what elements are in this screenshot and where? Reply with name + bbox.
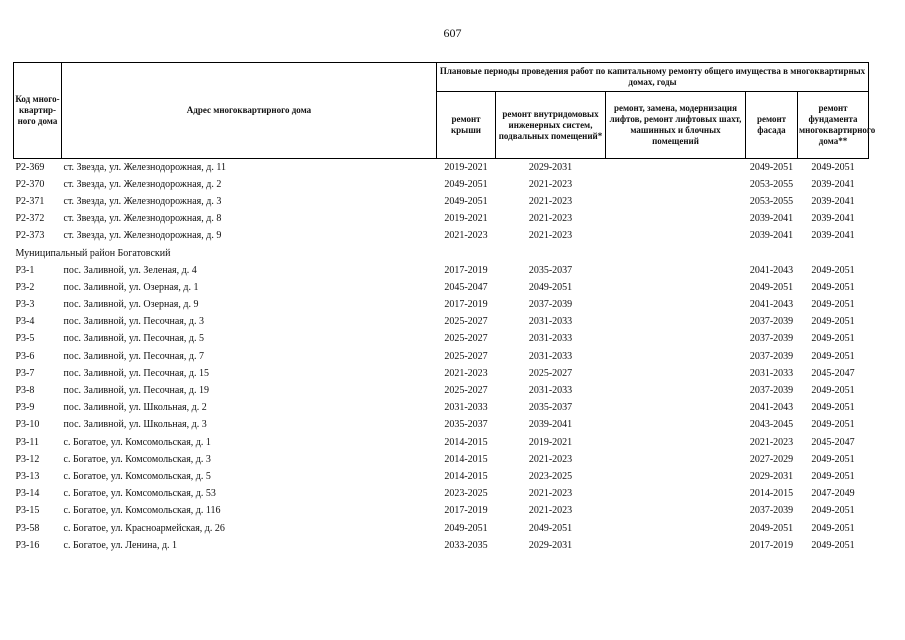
facade-period-cell: 2037-2039 xyxy=(749,385,794,397)
engineering-period-cell: 2049-2051 xyxy=(528,281,573,293)
foundation-period-cell: 2049-2051 xyxy=(811,419,855,431)
facade-period-cell: 2037-2039 xyxy=(749,316,794,328)
table-row xyxy=(14,176,869,193)
elevators-period-cell xyxy=(606,365,746,382)
code-cell: Р2-373 xyxy=(15,230,45,242)
section-row xyxy=(14,245,869,262)
code-cell: Р3-2 xyxy=(15,281,35,293)
table-row xyxy=(14,211,869,228)
table-row xyxy=(14,348,869,365)
code-cell: Р3-15 xyxy=(15,505,40,517)
foundation-period-cell: 2049-2051 xyxy=(811,522,855,534)
foundation-period-cell: 2049-2051 xyxy=(811,281,855,293)
code-cell: Р3-58 xyxy=(15,522,40,534)
code-cell: Р3-3 xyxy=(15,299,35,311)
address-cell: пос. Заливной, ул. Песочная, д. 15 xyxy=(63,367,209,379)
elevators-period-cell xyxy=(606,434,746,451)
address-cell: ст. Звезда, ул. Железнодорожная, д. 8 xyxy=(63,213,222,225)
elevators-period-cell xyxy=(606,382,746,399)
address-cell: пос. Заливной, ул. Зеленая, д. 4 xyxy=(63,264,197,276)
code-cell: Р2-372 xyxy=(15,213,45,225)
table-row xyxy=(14,262,869,279)
foundation-period-cell: 2049-2051 xyxy=(811,453,855,465)
engineering-period-cell: 2023-2025 xyxy=(528,470,573,482)
engineering-period-cell: 2039-2041 xyxy=(528,419,573,431)
code-cell: Р3-7 xyxy=(15,367,35,379)
elevators-period-cell xyxy=(606,348,746,365)
table-row xyxy=(14,503,869,520)
table-row xyxy=(14,382,869,399)
facade-column-header: ремонт фасада xyxy=(746,92,798,159)
code-cell: Р3-4 xyxy=(15,316,35,328)
address-cell: с. Богатое, ул. Комсомольская, д. 1 xyxy=(63,436,211,448)
elevators-period-cell xyxy=(606,159,746,177)
table-row xyxy=(14,486,869,503)
roof-period-cell: 2025-2027 xyxy=(444,316,488,328)
address-cell: пос. Заливной, ул. Школьная, д. 3 xyxy=(63,419,207,431)
roof-period-cell: 2019-2021 xyxy=(444,161,488,173)
engineering-period-cell: 2035-2037 xyxy=(528,402,573,414)
address-cell: пос. Заливной, ул. Озерная, д. 1 xyxy=(63,281,199,293)
capital-repair-table xyxy=(13,62,876,554)
facade-period-cell: 2014-2015 xyxy=(749,488,794,500)
table-row xyxy=(14,297,869,314)
roof-period-cell: 2017-2019 xyxy=(444,299,488,311)
foundation-period-cell: 2045-2047 xyxy=(811,436,855,448)
foundation-column-header: ремонт фундамента многоквартирного дома** xyxy=(798,92,869,159)
table-row xyxy=(14,537,869,554)
engineering-period-cell: 2021-2023 xyxy=(528,195,573,207)
facade-period-cell: 2041-2043 xyxy=(749,264,794,276)
address-cell: пос. Заливной, ул. Песочная, д. 3 xyxy=(63,316,204,328)
elevators-period-cell xyxy=(606,314,746,331)
foundation-period-cell: 2039-2041 xyxy=(811,230,855,242)
engineering-period-cell: 2021-2023 xyxy=(528,453,573,465)
roof-period-cell: 2023-2025 xyxy=(444,488,488,500)
engineering-period-cell: 2031-2033 xyxy=(528,316,573,328)
engineering-period-cell: 2035-2037 xyxy=(528,264,573,276)
code-column-header: Код много-квартир-ного дома xyxy=(14,63,62,159)
address-cell: пос. Заливной, ул. Песочная, д. 7 xyxy=(63,350,204,362)
engineering-period-cell: 2021-2023 xyxy=(528,505,573,517)
planned-periods-group-header: Плановые периоды проведения работ по капитальному ремонту общего имущества в многоквартирных домах, годы xyxy=(437,63,869,92)
table-body xyxy=(14,159,869,555)
facade-period-cell: 2037-2039 xyxy=(749,333,794,345)
address-cell: пос. Заливной, ул. Песочная, д. 5 xyxy=(63,333,204,345)
foundation-period-cell: 2049-2051 xyxy=(811,161,855,173)
address-cell: с. Богатое, ул. Комсомольская, д. 5 xyxy=(63,470,211,482)
roof-column-header: ремонт крыши xyxy=(437,92,496,159)
foundation-period-cell: 2049-2051 xyxy=(811,385,855,397)
table-row xyxy=(14,193,869,210)
facade-period-cell: 2029-2031 xyxy=(749,470,794,482)
elevators-period-cell xyxy=(606,537,746,554)
facade-period-cell: 2049-2051 xyxy=(749,281,794,293)
address-cell: с. Богатое, ул. Красноармейская, д. 26 xyxy=(63,522,225,534)
foundation-period-cell: 2049-2051 xyxy=(811,264,855,276)
facade-period-cell: 2039-2041 xyxy=(749,230,794,242)
facade-period-cell: 2021-2023 xyxy=(749,436,794,448)
foundation-period-cell: 2049-2051 xyxy=(811,402,855,414)
elevators-column-header: ремонт, замена, модернизация лифтов, ремонт лифтовых шахт, машинных и блочных помещений xyxy=(606,92,746,159)
roof-period-cell: 2035-2037 xyxy=(444,419,488,431)
address-cell: с. Богатое, ул. Комсомольская, д. 116 xyxy=(63,505,221,517)
roof-period-cell: 2049-2051 xyxy=(444,178,488,190)
address-cell: пос. Заливной, ул. Озерная, д. 9 xyxy=(63,299,199,311)
table-row xyxy=(14,279,869,296)
address-cell: с. Богатое, ул. Комсомольская, д. 3 xyxy=(63,453,211,465)
roof-period-cell: 2017-2019 xyxy=(444,264,488,276)
table-row xyxy=(14,400,869,417)
roof-period-cell: 2045-2047 xyxy=(444,281,488,293)
code-cell: Р3-13 xyxy=(15,470,40,482)
engineering-period-cell: 2025-2027 xyxy=(528,367,573,379)
foundation-period-cell: 2049-2051 xyxy=(811,539,855,551)
engineering-period-cell: 2031-2033 xyxy=(528,333,573,345)
engineering-period-cell: 2021-2023 xyxy=(528,230,573,242)
foundation-period-cell: 2047-2049 xyxy=(811,488,855,500)
table-row xyxy=(14,468,869,485)
code-cell: Р3-5 xyxy=(15,333,35,345)
facade-period-cell: 2039-2041 xyxy=(749,213,794,225)
address-cell: ст. Звезда, ул. Железнодорожная, д. 2 xyxy=(63,178,222,190)
address-cell: с. Богатое, ул. Комсомольская, д. 53 xyxy=(63,488,216,500)
foundation-period-cell: 2039-2041 xyxy=(811,213,855,225)
code-cell: Р2-370 xyxy=(15,178,45,190)
roof-period-cell: 2017-2019 xyxy=(444,505,488,517)
elevators-period-cell xyxy=(606,262,746,279)
engineering-period-cell: 2019-2021 xyxy=(528,436,573,448)
facade-period-cell: 2041-2043 xyxy=(749,402,794,414)
address-cell: пос. Заливной, ул. Песочная, д. 19 xyxy=(63,385,209,397)
code-cell: Р3-9 xyxy=(15,402,35,414)
section-title: Муниципальный район Богатовский xyxy=(15,247,171,259)
code-cell: Р3-6 xyxy=(15,350,35,362)
facade-period-cell: 2049-2051 xyxy=(749,522,794,534)
code-cell: Р2-371 xyxy=(15,195,45,207)
elevators-period-cell xyxy=(606,211,746,228)
facade-period-cell: 2037-2039 xyxy=(749,350,794,362)
code-cell: Р3-12 xyxy=(15,453,40,465)
roof-period-cell: 2019-2021 xyxy=(444,213,488,225)
table-row xyxy=(14,417,869,434)
elevators-period-cell xyxy=(606,417,746,434)
facade-period-cell: 2041-2043 xyxy=(749,299,794,311)
foundation-period-cell: 2049-2051 xyxy=(811,350,855,362)
roof-period-cell: 2025-2027 xyxy=(444,350,488,362)
roof-period-cell: 2049-2051 xyxy=(444,195,488,207)
facade-period-cell: 2043-2045 xyxy=(749,419,794,431)
roof-period-cell: 2014-2015 xyxy=(444,453,488,465)
engineering-period-cell: 2029-2031 xyxy=(528,539,573,551)
engineering-period-cell: 2049-2051 xyxy=(528,522,573,534)
code-cell: Р3-10 xyxy=(15,419,40,431)
address-cell: ст. Звезда, ул. Железнодорожная, д. 3 xyxy=(63,195,222,207)
elevators-period-cell xyxy=(606,279,746,296)
address-column-header: Адрес многоквартирного дома xyxy=(62,63,437,159)
engineering-period-cell: 2021-2023 xyxy=(528,178,573,190)
elevators-period-cell xyxy=(606,486,746,503)
elevators-period-cell xyxy=(606,228,746,245)
roof-period-cell: 2014-2015 xyxy=(444,436,488,448)
roof-period-cell: 2014-2015 xyxy=(444,470,488,482)
roof-period-cell: 2031-2033 xyxy=(444,402,488,414)
page-number: 607 xyxy=(443,26,462,40)
facade-period-cell: 2049-2051 xyxy=(749,161,794,173)
table-row xyxy=(14,451,869,468)
elevators-period-cell xyxy=(606,503,746,520)
roof-period-cell: 2021-2023 xyxy=(444,367,488,379)
address-cell: ст. Звезда, ул. Железнодорожная, д. 11 xyxy=(63,161,226,173)
engineering-period-cell: 2021-2023 xyxy=(528,213,573,225)
roof-period-cell: 2025-2027 xyxy=(444,385,488,397)
engineering-period-cell: 2029-2031 xyxy=(528,161,573,173)
facade-period-cell: 2017-2019 xyxy=(749,539,794,551)
elevators-period-cell xyxy=(606,400,746,417)
address-cell: ст. Звезда, ул. Железнодорожная, д. 9 xyxy=(63,230,222,242)
elevators-period-cell xyxy=(606,451,746,468)
engineering-systems-column-header: ремонт внутридомовых инженерных систем, подвальных помещений* xyxy=(496,92,606,159)
foundation-period-cell: 2039-2041 xyxy=(811,195,855,207)
roof-period-cell: 2049-2051 xyxy=(444,522,488,534)
facade-period-cell: 2027-2029 xyxy=(749,453,794,465)
facade-period-cell: 2037-2039 xyxy=(749,505,794,517)
table-row xyxy=(14,331,869,348)
roof-period-cell: 2025-2027 xyxy=(444,333,488,345)
table-row xyxy=(14,434,869,451)
facade-period-cell: 2031-2033 xyxy=(749,367,794,379)
facade-period-cell: 2053-2055 xyxy=(749,195,794,207)
address-cell: с. Богатое, ул. Ленина, д. 1 xyxy=(63,539,178,551)
roof-period-cell: 2033-2035 xyxy=(444,539,488,551)
elevators-period-cell xyxy=(606,297,746,314)
code-cell: Р3-1 xyxy=(15,264,35,276)
address-cell: пос. Заливной, ул. Школьная, д. 2 xyxy=(63,402,207,414)
foundation-period-cell: 2049-2051 xyxy=(811,333,855,345)
code-cell: Р3-14 xyxy=(15,488,40,500)
foundation-period-cell: 2049-2051 xyxy=(811,470,855,482)
elevators-period-cell xyxy=(606,331,746,348)
elevators-period-cell xyxy=(606,193,746,210)
elevators-period-cell xyxy=(606,468,746,485)
table-row xyxy=(14,228,869,245)
engineering-period-cell: 2037-2039 xyxy=(528,299,573,311)
foundation-period-cell: 2039-2041 xyxy=(811,178,855,190)
table-row xyxy=(14,314,869,331)
code-cell: Р3-11 xyxy=(15,436,40,448)
table-row xyxy=(14,159,869,177)
foundation-period-cell: 2049-2051 xyxy=(811,299,855,311)
foundation-period-cell: 2049-2051 xyxy=(811,316,855,328)
engineering-period-cell: 2031-2033 xyxy=(528,350,573,362)
engineering-period-cell: 2031-2033 xyxy=(528,385,573,397)
elevators-period-cell xyxy=(606,520,746,537)
foundation-period-cell: 2049-2051 xyxy=(811,505,855,517)
code-cell: Р3-16 xyxy=(15,539,40,551)
facade-period-cell: 2053-2055 xyxy=(749,178,794,190)
table-row xyxy=(14,365,869,382)
table-row xyxy=(14,520,869,537)
foundation-period-cell: 2045-2047 xyxy=(811,367,855,379)
engineering-period-cell: 2021-2023 xyxy=(528,488,573,500)
code-cell: Р3-8 xyxy=(15,385,35,397)
code-cell: Р2-369 xyxy=(15,161,45,173)
elevators-period-cell xyxy=(606,176,746,193)
roof-period-cell: 2021-2023 xyxy=(444,230,488,242)
